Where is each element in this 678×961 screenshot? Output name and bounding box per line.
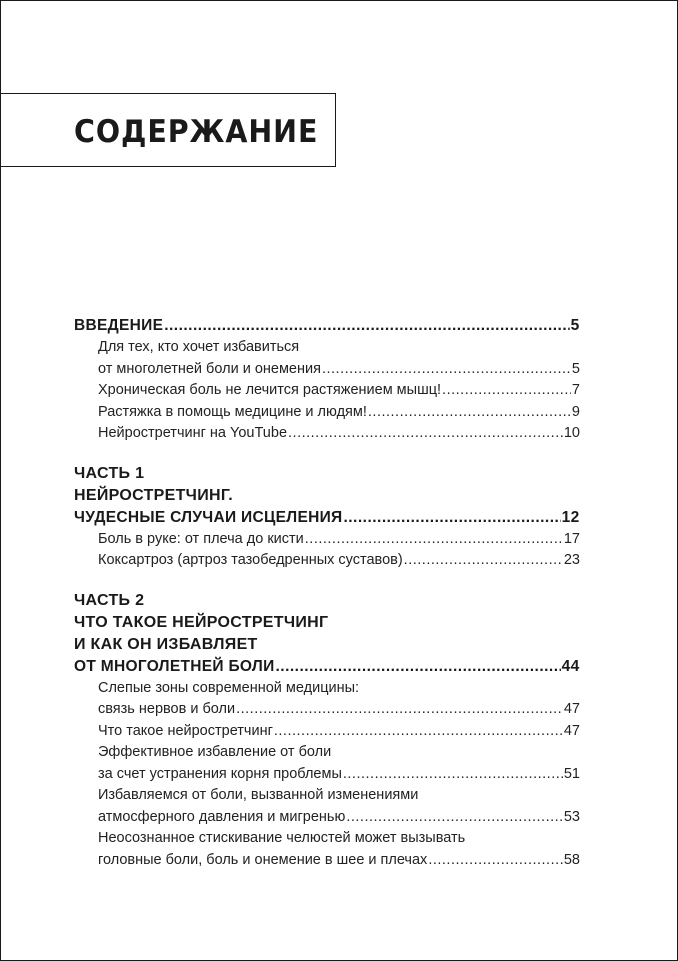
toc-page-number: 9 [571,403,580,420]
dot-leader [442,380,571,402]
toc-page-number: 5 [571,360,580,377]
toc-subentry[interactable]: Хроническая боль не лечится растяжением мышц! ..... 7 [98,380,580,402]
toc-subentry[interactable]: связь нервов и боли ..... 47 [98,699,580,721]
toc-subentry[interactable]: от многолетней боли и онемения ..... 5 [98,359,580,381]
toc-page-number: 47 [563,701,580,717]
page-title: СОДЕРЖАНИЕ [74,114,319,150]
part-title-line[interactable]: ЧТО ТАКОЕ НЕЙРОСТРЕТЧИНГ [74,613,329,631]
dot-leader [288,423,563,445]
dot-leader [346,807,563,829]
toc-page-number: 12 [561,508,580,526]
part-title-line[interactable]: И КАК ОН ИЗБАВЛЯЕТ [74,635,258,653]
dot-leader [275,656,560,678]
dot-leader [305,529,563,551]
toc-subentry-line[interactable]: Неосознанное стискивание челюстей может вызывать [98,830,466,846]
toc-page-number: 10 [563,425,580,441]
toc-subentry[interactable]: Коксартроз (артроз тазобедренных суставов) ..... 23 [98,550,580,572]
toc-subsection-list [74,337,580,445]
dot-leader [404,550,563,572]
toc-page-number: 5 [570,317,580,334]
toc-subentry-line[interactable]: Эффективное избавление от боли [98,744,332,760]
toc-entry-title: ЧУДЕСНЫЕ СЛУЧАИ ИСЦЕЛЕНИЯ [74,508,343,526]
part-label: ЧАСТЬ 2 [74,591,145,609]
toc-page-number: 47 [563,722,580,739]
dot-leader [274,721,563,743]
toc-page-number: 7 [571,382,580,398]
toc-page-number: 44 [561,657,580,675]
toc-subentry[interactable]: головные боли, боль и онемение в шее и плечах ..... 58 [98,850,580,872]
toc-subsection-list [74,678,580,872]
toc-page-number: 53 [563,808,580,825]
toc-page-number: 51 [563,765,580,782]
table-of-contents [74,315,580,871]
toc-subsection-list [74,529,580,572]
toc-subentry[interactable]: Растяжка в помощь медицине и людям! ..... 9 [98,402,580,424]
toc-entry-part1[interactable] [74,507,580,529]
toc-subentry[interactable]: Что такое нейростретчинг ..... 47 [98,721,580,743]
toc-page-number: 17 [563,530,580,547]
dot-leader [322,359,571,381]
toc-subentry[interactable]: Нейростретчинг на YouTube ..... 10 [98,423,580,445]
dot-leader [236,699,563,721]
toc-page-number: 58 [563,851,580,868]
dot-leader [428,850,563,872]
toc-subentry-line[interactable]: Для тех, кто хочет избавиться [98,339,300,355]
dot-leader [164,315,569,337]
toc-page-number: 23 [563,552,580,568]
toc-subentry[interactable]: за счет устранения корня проблемы ..... 51 [98,764,580,786]
dot-leader [343,507,560,529]
toc-subentry-line[interactable]: Избавляемся от боли, вызванной изменениями [98,787,419,803]
toc-entry-part2[interactable] [74,656,580,678]
toc-entry-intro[interactable] [74,315,580,337]
toc-subentry[interactable]: Боль в руке: от плеча до кисти ..... 17 [98,529,580,551]
toc-subentry[interactable]: атмосферного давления и мигренью ..... 53 [98,807,580,829]
toc-entry-title: ВВЕДЕНИЕ [74,317,164,334]
toc-subentry-line[interactable]: Слепые зоны современной медицины: [98,679,360,696]
dot-leader [343,764,563,786]
toc-entry-title: ОТ МНОГОЛЕТНЕЙ БОЛИ [74,657,275,675]
dot-leader [368,402,571,424]
part-title-line[interactable]: НЕЙРОСТРЕТЧИНГ. [74,486,233,504]
part-label: ЧАСТЬ 1 [74,464,145,482]
